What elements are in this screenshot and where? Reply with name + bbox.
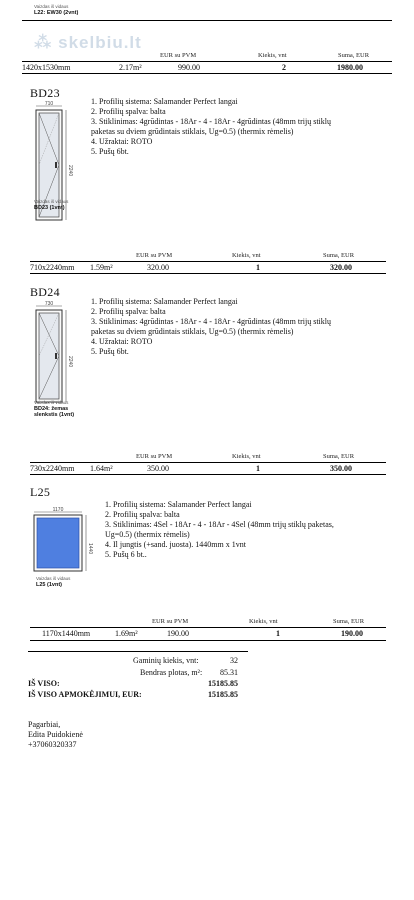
size-cell: 710x2240mm [30, 263, 75, 272]
spec-line: 1. Profilių sistema: Salamander Perfect langai [91, 297, 238, 306]
sum-header: Suma, EUR [338, 52, 370, 59]
spec-line: 1. Profilių sistema: Salamander Perfect langai [91, 97, 238, 106]
qty-cell: 1 [256, 263, 260, 272]
pay-value: 15185.85 [208, 690, 238, 699]
item-title: BD23 [30, 86, 60, 100]
item-caption: BD23 (1vnt) [34, 205, 65, 211]
dim-width: 710 [44, 101, 54, 107]
item-caption: L25 (1vnt) [36, 582, 62, 588]
qty-cell: 2 [282, 63, 286, 72]
divider [28, 651, 248, 652]
sum-cell: 350.00 [330, 464, 352, 473]
area-value: 85.31 [220, 668, 238, 677]
item-bd23 [0, 80, 414, 280]
item-title: L25 [30, 485, 51, 499]
sum-cell: 1980.00 [337, 63, 363, 72]
total-value: 15185.85 [208, 679, 238, 688]
dim-height: 2240 [67, 356, 73, 368]
spec-line: 4. Užraktai: ROTO [91, 137, 153, 146]
item-l25 [0, 483, 414, 643]
dim-width: 730 [44, 301, 54, 307]
sum-header: Suma, EUR [323, 453, 355, 460]
row-rule [22, 61, 392, 62]
dim-height: 1440 [87, 543, 93, 555]
price-header: EUR su PVM [160, 52, 197, 59]
watermark: ⁂ skelbiu.lt [34, 33, 142, 52]
summary-block [28, 651, 248, 703]
signature-block [28, 720, 83, 750]
watermark-logo-icon: ⁂ [34, 33, 53, 52]
item-caption-line1: BD24: žemas [34, 406, 69, 412]
sum-cell: 190.00 [341, 629, 363, 638]
spec-list [91, 97, 331, 157]
size-cell: 1420x1530mm [22, 63, 71, 72]
area-cell: 1.69m² [115, 629, 138, 638]
sum-header: Suma, EUR [333, 618, 365, 625]
view-label: Vaizdas iš vidaus [36, 576, 71, 581]
qty-header: Kiekis, vnt [258, 52, 287, 59]
greeting: Pagarbiai, [28, 720, 61, 729]
area-cell: 1.59m² [90, 263, 113, 272]
count-value: 32 [230, 656, 238, 665]
door-drawing-svg [30, 302, 72, 406]
area-label: Bendras plotas, m²: [140, 668, 203, 677]
price-cell: 350.00 [147, 464, 169, 473]
spec-line: 1. Profilių sistema: Salamander Perfect langai [105, 500, 252, 509]
view-label: Vaizdas iš vidaus [34, 400, 69, 405]
spec-line: paketas su dviem grūdintais stiklais, Ug=0.5) (thermix rėmelis) [91, 327, 294, 336]
area-cell: 2.17m² [119, 63, 142, 72]
qty-header: Kiekis, vnt [232, 453, 261, 460]
dim-width: 1170 [52, 507, 64, 513]
spec-line: 4. Užraktai: ROTO [91, 337, 153, 346]
price-cell: 190.00 [167, 629, 189, 638]
price-header: EUR su PVM [152, 618, 189, 625]
signer-name: Edita Puidokienė [28, 730, 83, 739]
qty-header: Kiekis, vnt [249, 618, 278, 625]
dim-height: 2240 [67, 165, 73, 177]
sum-header: Suma, EUR [323, 252, 355, 259]
divider [22, 20, 392, 21]
price-header: EUR su PVM [136, 252, 173, 259]
size-cell: 730x2240mm [30, 464, 75, 473]
spec-line: 5. Pušų 6 bt.. [105, 550, 147, 559]
spec-line: 2. Profilių spalva: balta [91, 307, 166, 316]
item-caption-line2: slenkstis (1vnt) [34, 412, 75, 418]
price-cell: 990.00 [178, 63, 200, 72]
row-rule [30, 261, 386, 262]
price-header: EUR su PVM [136, 453, 173, 460]
row-rule [30, 474, 386, 475]
spec-line: 3. Stiklinimas: 4grūdintas - 18Ar - 4 - 18Ar - 4grūdintas (48mm trijų stiklų [91, 117, 331, 126]
qty-cell: 1 [276, 629, 280, 638]
window-caption: L22: EW30 (2vnt) [34, 10, 79, 16]
spec-line: paketas su dviem grūdintais stiklais, Ug=0.5) (thermix rėmelis) [91, 127, 294, 136]
row-rule [30, 462, 386, 463]
row-rule [30, 627, 386, 628]
spec-line: 2. Profilių spalva: balta [105, 510, 180, 519]
row-rule [30, 273, 386, 274]
spec-line: Ug=0.5) (thermix rėmelis) [105, 530, 190, 539]
spec-line: 2. Profilių spalva: balta [91, 107, 166, 116]
price-cell: 320.00 [147, 263, 169, 272]
item-title: BD24 [30, 285, 60, 299]
qty-header: Kiekis, vnt [232, 252, 261, 259]
spec-list [105, 500, 334, 560]
row-rule [30, 640, 386, 641]
qty-cell: 1 [256, 464, 260, 473]
sum-cell: 320.00 [330, 263, 352, 272]
count-label: Gaminių kiekis, vnt: [133, 656, 199, 665]
pay-label: IŠ VISO APMOKĖJIMUI, EUR: [28, 690, 142, 699]
spec-line: 5. Pušų 6bt. [91, 347, 129, 356]
area-cell: 1.64m² [90, 464, 113, 473]
signer-phone: +37060320337 [28, 740, 77, 749]
spec-line: 4. Il jungtis (+sand. juosta). 1440mm x 1vnt [105, 540, 246, 549]
total-label: IŠ VISO: [28, 679, 60, 688]
spec-list [91, 297, 331, 357]
row-rule [22, 73, 392, 74]
spec-line: 5. Pušų 6bt. [91, 147, 129, 156]
window-drawing [30, 508, 92, 574]
view-label: Vaizdas iš vidaus [34, 4, 69, 9]
window-drawing-svg [30, 508, 92, 574]
size-cell: 1170x1440mm [42, 629, 91, 638]
spec-line: 3. Stiklinimas: 4grūdintas - 18Ar - 4 - 18Ar - 4grūdintas (48mm trijų stiklų [91, 317, 331, 326]
item-bd24 [0, 283, 414, 483]
spec-line: 3. Stiklinimas: 4Sel - 18Ar - 4 - 18Ar - 4Sel (48mm trijų stiklų paketas, [105, 520, 334, 529]
view-label: Vaizdas iš vidaus [34, 199, 69, 204]
